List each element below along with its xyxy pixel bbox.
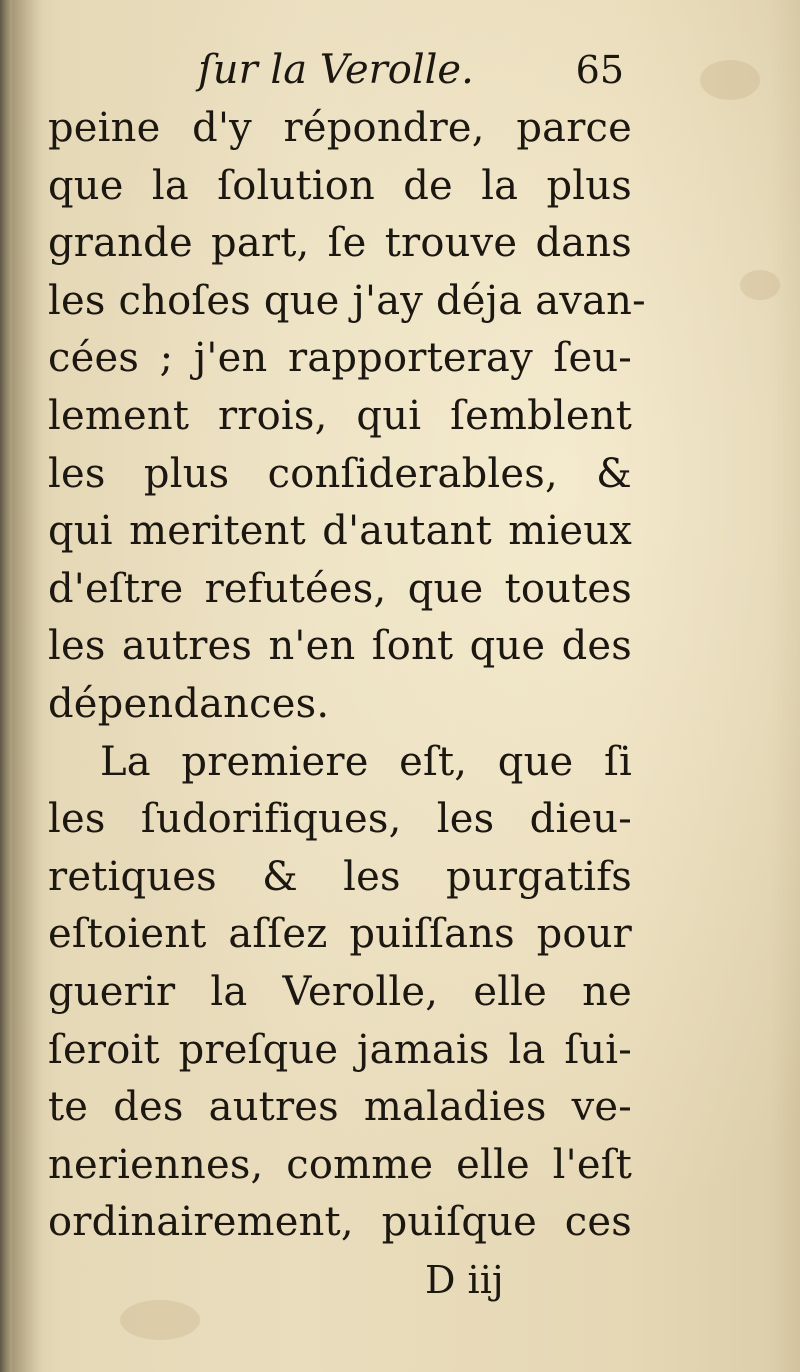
text-line: eſtoient aſſez puiſſans pour — [48, 911, 632, 958]
paper-stain — [120, 1300, 200, 1340]
text-line: les autres n'en ſont que des — [48, 623, 632, 670]
facing-page-edge — [0, 0, 12, 1372]
text-line: guerir la Verolle, elle ne — [48, 968, 632, 1015]
paper-stain — [700, 60, 760, 100]
text-line: te des autres maladies ve- — [48, 1084, 632, 1131]
text-line: grande part, ſe trouve dans — [48, 220, 632, 267]
text-line: La premiere eſt, que ſi — [100, 738, 632, 785]
text-line: les plus conſiderables, & — [48, 450, 632, 497]
gutter-shadow — [12, 0, 42, 1372]
text-line: cées ; j'en rapporteray ſeu- — [48, 335, 632, 382]
text-line: dépendances. — [48, 680, 330, 727]
page-number: 65 — [575, 48, 624, 92]
text-line: ordinairement, puiſque ces — [48, 1199, 632, 1246]
text-line: lement rrois, qui ſemblent — [48, 392, 632, 439]
text-line: ſeroit preſque jamais la ſui- — [48, 1026, 632, 1073]
text-line: neriennes, comme elle l'eſt — [48, 1141, 632, 1188]
text-line: qui meritent d'autant mieux — [48, 508, 632, 555]
text-line: les choſes que j'ay déja avan- — [48, 277, 646, 324]
running-title: ſur la Verolle. — [198, 47, 474, 93]
signature-mark: D iij — [425, 1258, 504, 1302]
body-text — [48, 100, 646, 1252]
page-header — [48, 42, 632, 98]
text-line: d'eſtre refutées, que toutes — [48, 565, 632, 612]
text-line: que la ſolution de la plus — [48, 162, 632, 209]
text-line: peine d'y répondre, parce — [48, 105, 632, 151]
text-line: retiques & les purgatifs — [48, 853, 632, 900]
paper-stain — [740, 270, 780, 300]
text-line: les ſudorifiques, les dieu- — [48, 796, 632, 843]
